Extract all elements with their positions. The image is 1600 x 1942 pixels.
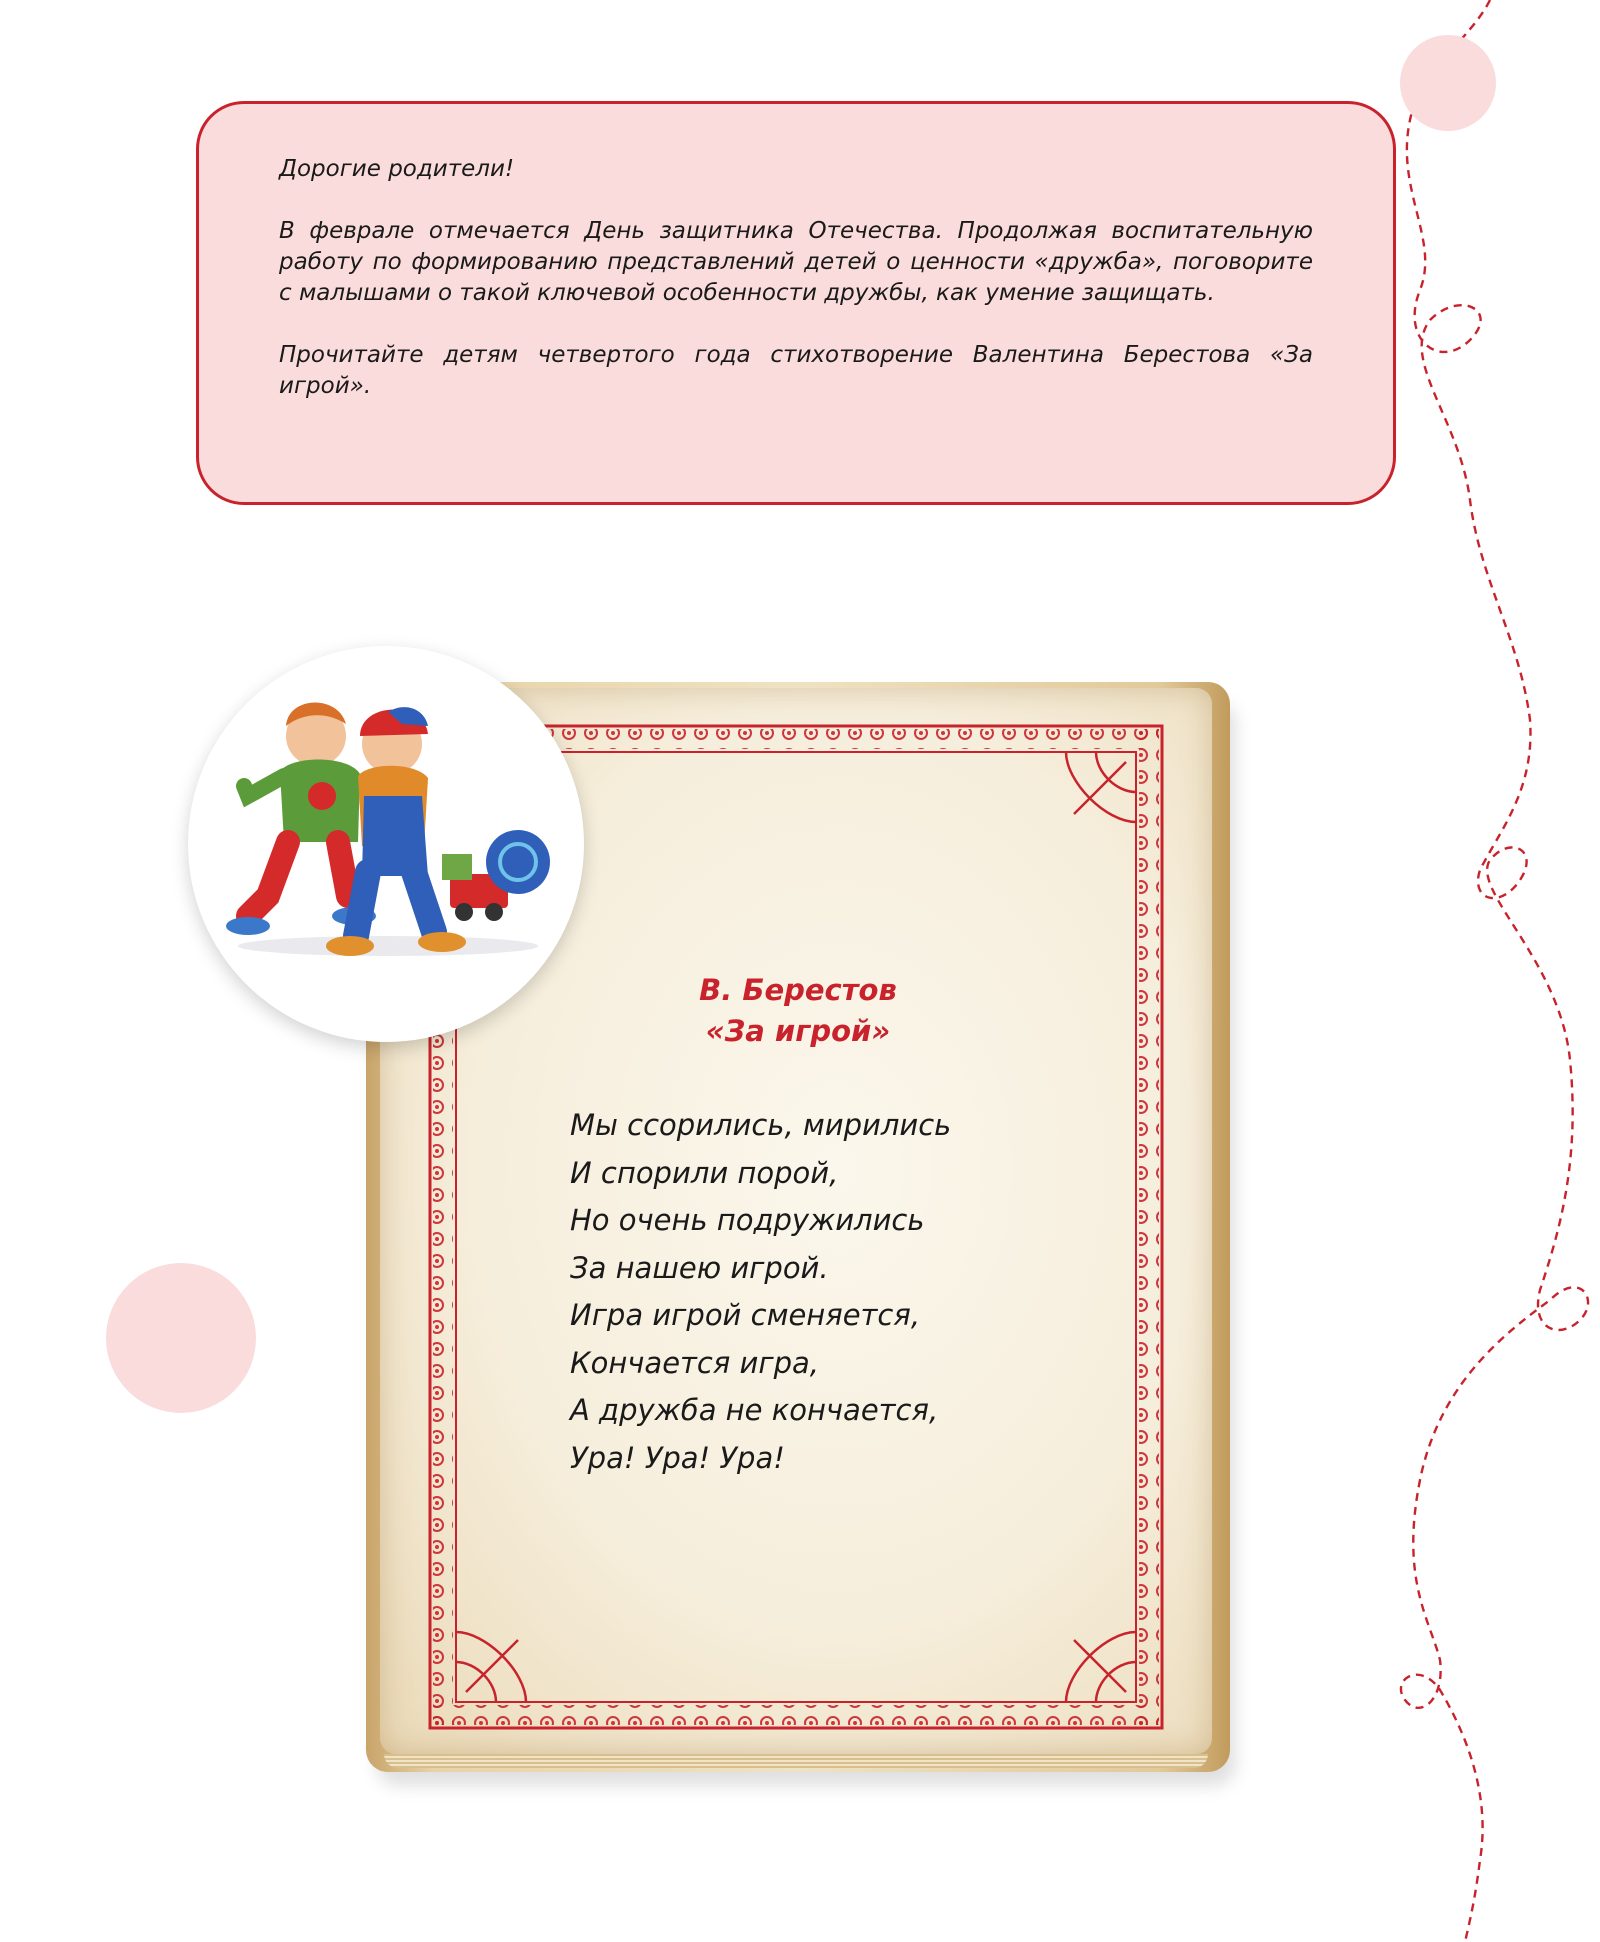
poem-title: «За игрой» xyxy=(705,1014,891,1048)
note-paragraph-holiday: В феврале отмечается День защитника Отечества. Продолжая воспитательную работу по формированию представлений детей о ценности «дружба», поговорите с малышами о такой ключевой особенности дружбы, как умение защищать. xyxy=(279,218,1313,306)
poem-line: За нашею игрой. xyxy=(570,1250,829,1285)
poem-line: Кончается игра, xyxy=(570,1345,820,1380)
poem-line: И спорили порой, xyxy=(570,1155,839,1190)
book-page-edges xyxy=(384,1754,1208,1768)
two-boys-icon xyxy=(188,646,584,1042)
poem-line: Ура! Ура! Ура! xyxy=(570,1440,785,1475)
parents-note xyxy=(196,101,1396,505)
poem-line: Мы ссорились, мирились xyxy=(570,1108,952,1142)
poem-author: В. Берестов xyxy=(699,973,897,1007)
decorative-pink-circle xyxy=(1400,35,1496,131)
poem-line: А дружба не кончается, xyxy=(570,1393,939,1427)
poem-line: Но очень подружились xyxy=(570,1203,925,1237)
poem-line: Игра игрой сменяется, xyxy=(570,1298,921,1332)
note-paragraph-reading: Прочитайте детям четвертого года стихотворение Валентина Берестова «За игрой». xyxy=(279,342,1313,399)
decorative-pink-circle xyxy=(106,1263,256,1413)
note-greeting: Дорогие родители! xyxy=(279,156,515,182)
two-boys-friends-illustration xyxy=(188,646,584,1042)
ball-icon xyxy=(486,830,550,894)
poem-text xyxy=(570,1102,951,1482)
